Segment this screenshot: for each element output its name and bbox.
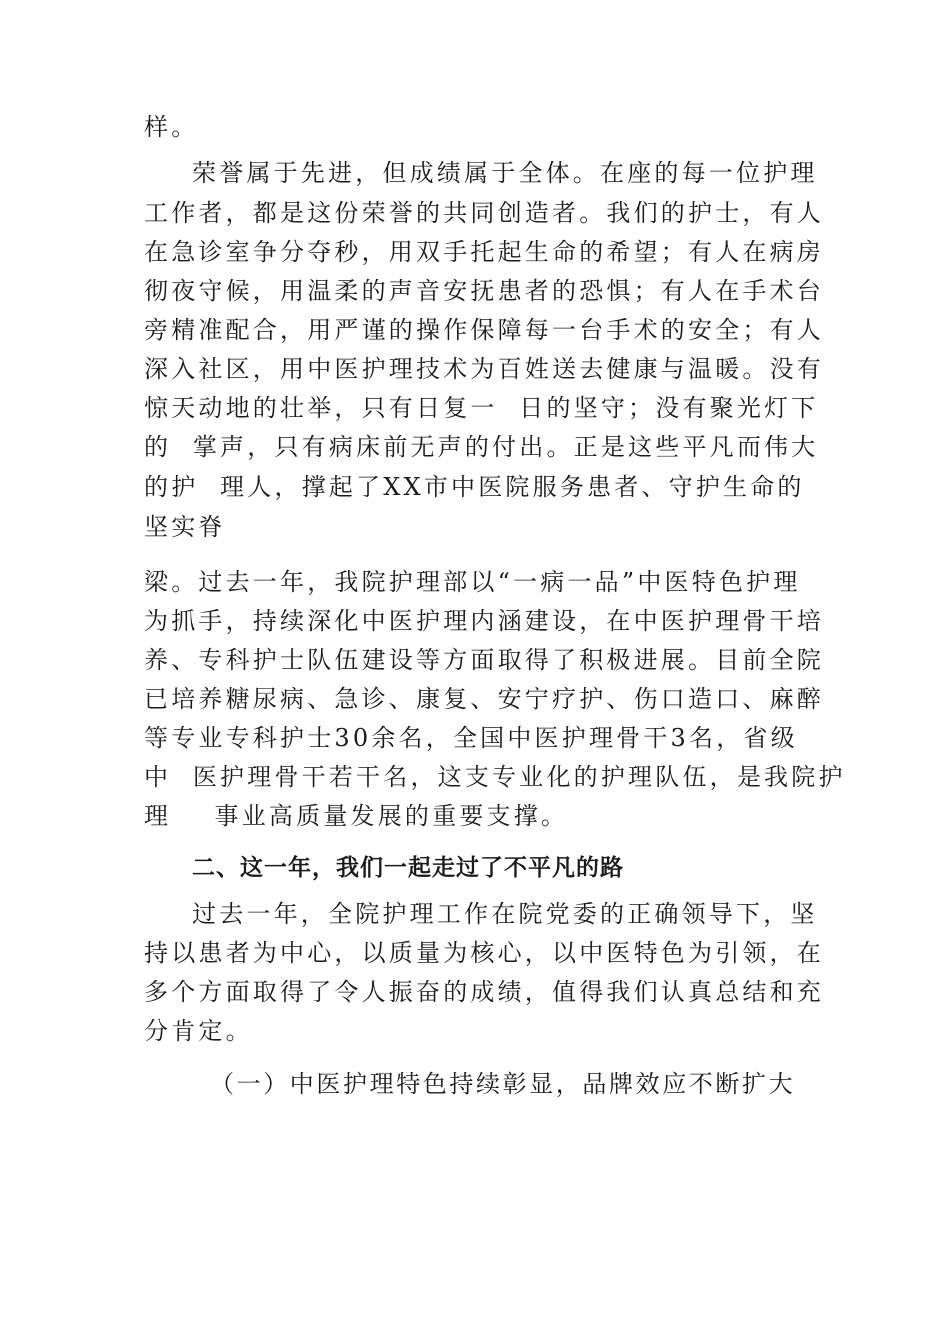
paragraph-line: 过去一年，全院护理工作在院党委的正确领导下，坚	[192, 900, 818, 928]
paragraph-line: 梁。过去一年，我院护理部以“一病一品”中医特色护理	[144, 568, 801, 596]
subsection-heading: （一）中医护理特色持续彰显，品牌效应不断扩大	[210, 1070, 796, 1098]
paragraph-line: 坚实脊	[144, 513, 226, 541]
paragraph-line: 中 医护理骨干若干名，这支专业化的护理队伍，是我院护	[144, 763, 846, 791]
paragraph-line: 在急诊室争分夺秒，用双手托起生命的希望；有人在病房	[144, 238, 824, 266]
paragraph-line: 持以患者为中心，以质量为核心，以中医特色为引领，在	[144, 939, 824, 967]
paragraph-line: 工作者，都是这份荣誉的共同创造者。我们的护士，有人	[144, 199, 824, 227]
paragraph-line: 彻夜守候，用温柔的声音安抚患者的恐惧；有人在手术台	[144, 277, 824, 305]
paragraph-line: 等专业专科护士30余名，全国中医护理骨干3名，省级	[144, 724, 798, 752]
paragraph-line: 理 事业高质量发展的重要支撑。	[144, 802, 569, 830]
paragraph-line: 荣誉属于先进，但成绩属于全体。在座的每一位护理	[192, 159, 818, 187]
paragraph-line: 分肯定。	[144, 1017, 253, 1045]
paragraph-line: 养、专科护士队伍建设等方面取得了积极进展。目前全院	[144, 646, 824, 674]
paragraph-line: 的护 理人，撑起了XX市中医院服务患者、守护生命的	[144, 473, 805, 501]
section-heading: 二、这一年，我们一起走过了不平凡的路	[192, 855, 624, 881]
paragraph-line: 的 掌声，只有病床前无声的付出。正是这些平凡而伟大	[144, 433, 819, 461]
paragraph-line: 旁精准配合，用严谨的操作保障每一台手术的安全；有人	[144, 316, 824, 344]
paragraph-continuation: 样。	[144, 113, 199, 141]
paragraph-line: 深入社区，用中医护理技术为百姓送去健康与温暖。没有	[144, 355, 824, 383]
paragraph-line: 惊天动地的壮举，只有日复一 日的坚守；没有聚光灯下	[144, 394, 819, 422]
paragraph-line: 为抓手，持续深化中医护理内涵建设，在中医护理骨干培	[144, 607, 824, 635]
paragraph-line: 多个方面取得了令人振奋的成绩，值得我们认真总结和充	[144, 978, 824, 1006]
paragraph-line: 已培养糖尿病、急诊、康复、安宁疗护、伤口造口、麻醉	[144, 685, 824, 713]
